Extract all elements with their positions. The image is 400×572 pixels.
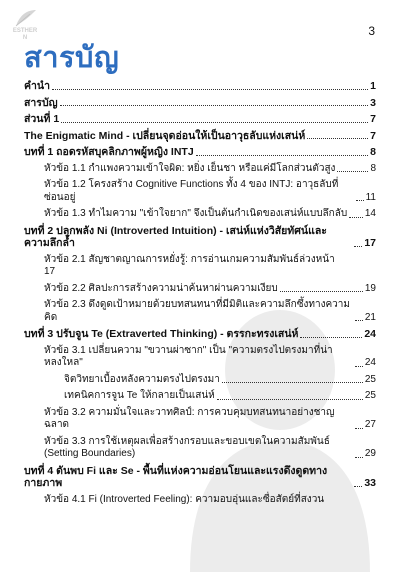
toc-entry-title: จิตวิทยาเบื้องหลังความตรงไปตรงมา (64, 373, 220, 385)
toc-entry[interactable] (24, 208, 376, 221)
toc-entry-title: หัวข้อ 1.2 โครงสร้าง Cognitive Functions ทั้ง 4 ของ INTJ: อาวุธลับที่ซ่อนอยู่ (44, 179, 339, 203)
toc-entry-page: 21 (364, 311, 376, 323)
toc-entry-title: บทที่ 3 ปรับจูน Te (Extraverted Thinking) - ตรรกะทรงเสน่ห์ (24, 328, 299, 340)
toc-entry[interactable] (24, 80, 376, 93)
toc-entry-title: หัวข้อ 1.1 กำแพงความเข้าใจผิด: หยิ่ง เย็นชา หรือแค่มีโลกส่วนตัวสูง (44, 162, 336, 174)
toc-entry[interactable] (24, 494, 376, 507)
dot-leader (355, 457, 363, 458)
toc-entry-page: 19 (364, 282, 376, 294)
toc-entry-title: สารบัญ (24, 96, 58, 109)
toc-entry-page: 7 (370, 113, 376, 125)
dot-leader (217, 399, 363, 400)
dot-leader (60, 105, 369, 106)
toc-entry-page: 8 (370, 162, 376, 174)
toc-entry[interactable] (24, 254, 376, 279)
toc-entry-page: 27 (364, 419, 376, 430)
toc-entry[interactable] (24, 390, 376, 403)
toc-entry-page: 11 (365, 191, 376, 203)
toc-entry[interactable] (24, 345, 376, 370)
toc-entry-page: 3 (370, 96, 376, 109)
toc-entry[interactable] (24, 407, 376, 432)
dot-leader (355, 428, 363, 429)
toc-entry-page: 8 (370, 146, 376, 158)
toc-entry-page: 7 (370, 129, 376, 142)
toc-entry[interactable] (24, 179, 376, 204)
dot-leader (307, 138, 368, 139)
toc-entry[interactable] (24, 436, 376, 461)
toc-entry[interactable] (24, 283, 376, 296)
dot-leader (52, 89, 368, 90)
toc-entry-title: หัวข้อ 3.1 เปลี่ยนความ "ขวานผ่าซาก" เป็น "ความตรงไปตรงมาที่น่าหลงใหล" (44, 344, 333, 368)
toc-entry-title: ส่วนที่ 1 (24, 113, 60, 125)
toc-entry-page: 17 (364, 237, 376, 249)
toc-entry-page: 14 (364, 208, 376, 219)
toc-entry-page: 24 (364, 328, 376, 340)
dot-leader (300, 337, 362, 338)
toc-entry-page: 25 (364, 373, 376, 385)
toc-entry[interactable] (24, 163, 376, 176)
dot-leader (222, 382, 363, 383)
table-of-contents (24, 80, 376, 510)
page-title: สารบัญ (24, 42, 120, 74)
toc-entry[interactable] (24, 225, 376, 250)
toc-entry-title: หัวข้อ 2.3 ดึงดูดเป้าหมายด้วยบทสนทนาที่มีมิติและความลึกซึ้งทางความคิด (44, 299, 350, 323)
dot-leader (354, 246, 362, 247)
toc-entry[interactable] (24, 328, 376, 341)
dot-leader (196, 155, 368, 156)
toc-entry[interactable] (24, 130, 376, 143)
toc-entry-page: 33 (364, 477, 376, 489)
toc-entry-title: หัวข้อ 4.1 Fi (Introverted Feeling): ความอบอุ่นและซื่อสัตย์ที่สงวน (44, 493, 325, 505)
toc-entry[interactable] (24, 299, 376, 324)
toc-entry-title: เทคนิคการจูน Te ให้กลายเป็นเสน่ห์ (64, 390, 215, 401)
dot-leader (356, 200, 364, 201)
toc-entry[interactable] (24, 97, 376, 110)
dot-leader (349, 217, 363, 218)
logo-text: ESTHER N (12, 28, 38, 41)
toc-entry[interactable] (24, 374, 376, 387)
toc-entry-page: 17 (44, 266, 56, 277)
dot-leader (355, 366, 363, 367)
toc-entry-title: คำนำ (24, 80, 50, 92)
page-number: 3 (368, 24, 375, 38)
toc-entry-page: 25 (364, 390, 376, 401)
toc-entry[interactable] (24, 146, 376, 159)
toc-entry-title: หัวข้อ 2.1 สัญชาตญาณการหยั่งรู้: การอ่านเกมความสัมพันธ์ล่วงหน้า (44, 253, 335, 265)
toc-entry[interactable] (24, 113, 376, 126)
toc-entry-title: บทที่ 4 ดันพบ Fi และ Se - พื้นที่แห่งความอ่อนโยนและแรงดึงดูดทางกายภาพ (24, 464, 328, 489)
toc-entry-title: หัวข้อ 3.2 ความมั่นใจและวาทศิลป์: การควบคุมบทสนทนาอย่างชาญฉลาด (44, 406, 335, 430)
toc-entry-page: 24 (364, 357, 376, 368)
dot-leader (354, 486, 362, 487)
dot-leader (61, 122, 368, 123)
toc-entry-title: หัวข้อ 3.3 การใช้เหตุผลเพื่อสร้างกรอบและขอบเขตในความสัมพันธ์ (Setting Boundaries) (44, 435, 330, 459)
dot-leader (337, 171, 368, 172)
toc-entry-page: 1 (370, 80, 376, 92)
dot-leader (355, 320, 363, 321)
toc-entry-title: บทที่ 2 ปลุกพลัง Ni (Introverted Intuition) - เสน่ห์แห่งวิสัยทัศน์และความลึกล้ำ (24, 224, 327, 249)
toc-entry-title: หัวข้อ 2.2 ศิลปะการสร้างความน่าค้นหาผ่านความเงียบ (44, 282, 278, 294)
toc-entry-title: The Enigmatic Mind - เปลี่ยนจุดอ่อนให้เป็นอาวุธลับแห่งเสน่ห์ (24, 129, 306, 142)
toc-entry-page: 29 (364, 448, 376, 459)
toc-entry-title: หัวข้อ 1.3 ทำไมความ "เข้าใจยาก" จึงเป็นต้นกำเนิดของเสน่ห์แบบลึกลับ (44, 208, 348, 219)
dot-leader (280, 291, 363, 292)
toc-entry-title: บทที่ 1 ถอดรหัสบุคลิกภาพผู้หญิง INTJ (24, 146, 194, 158)
toc-entry[interactable] (24, 465, 376, 490)
